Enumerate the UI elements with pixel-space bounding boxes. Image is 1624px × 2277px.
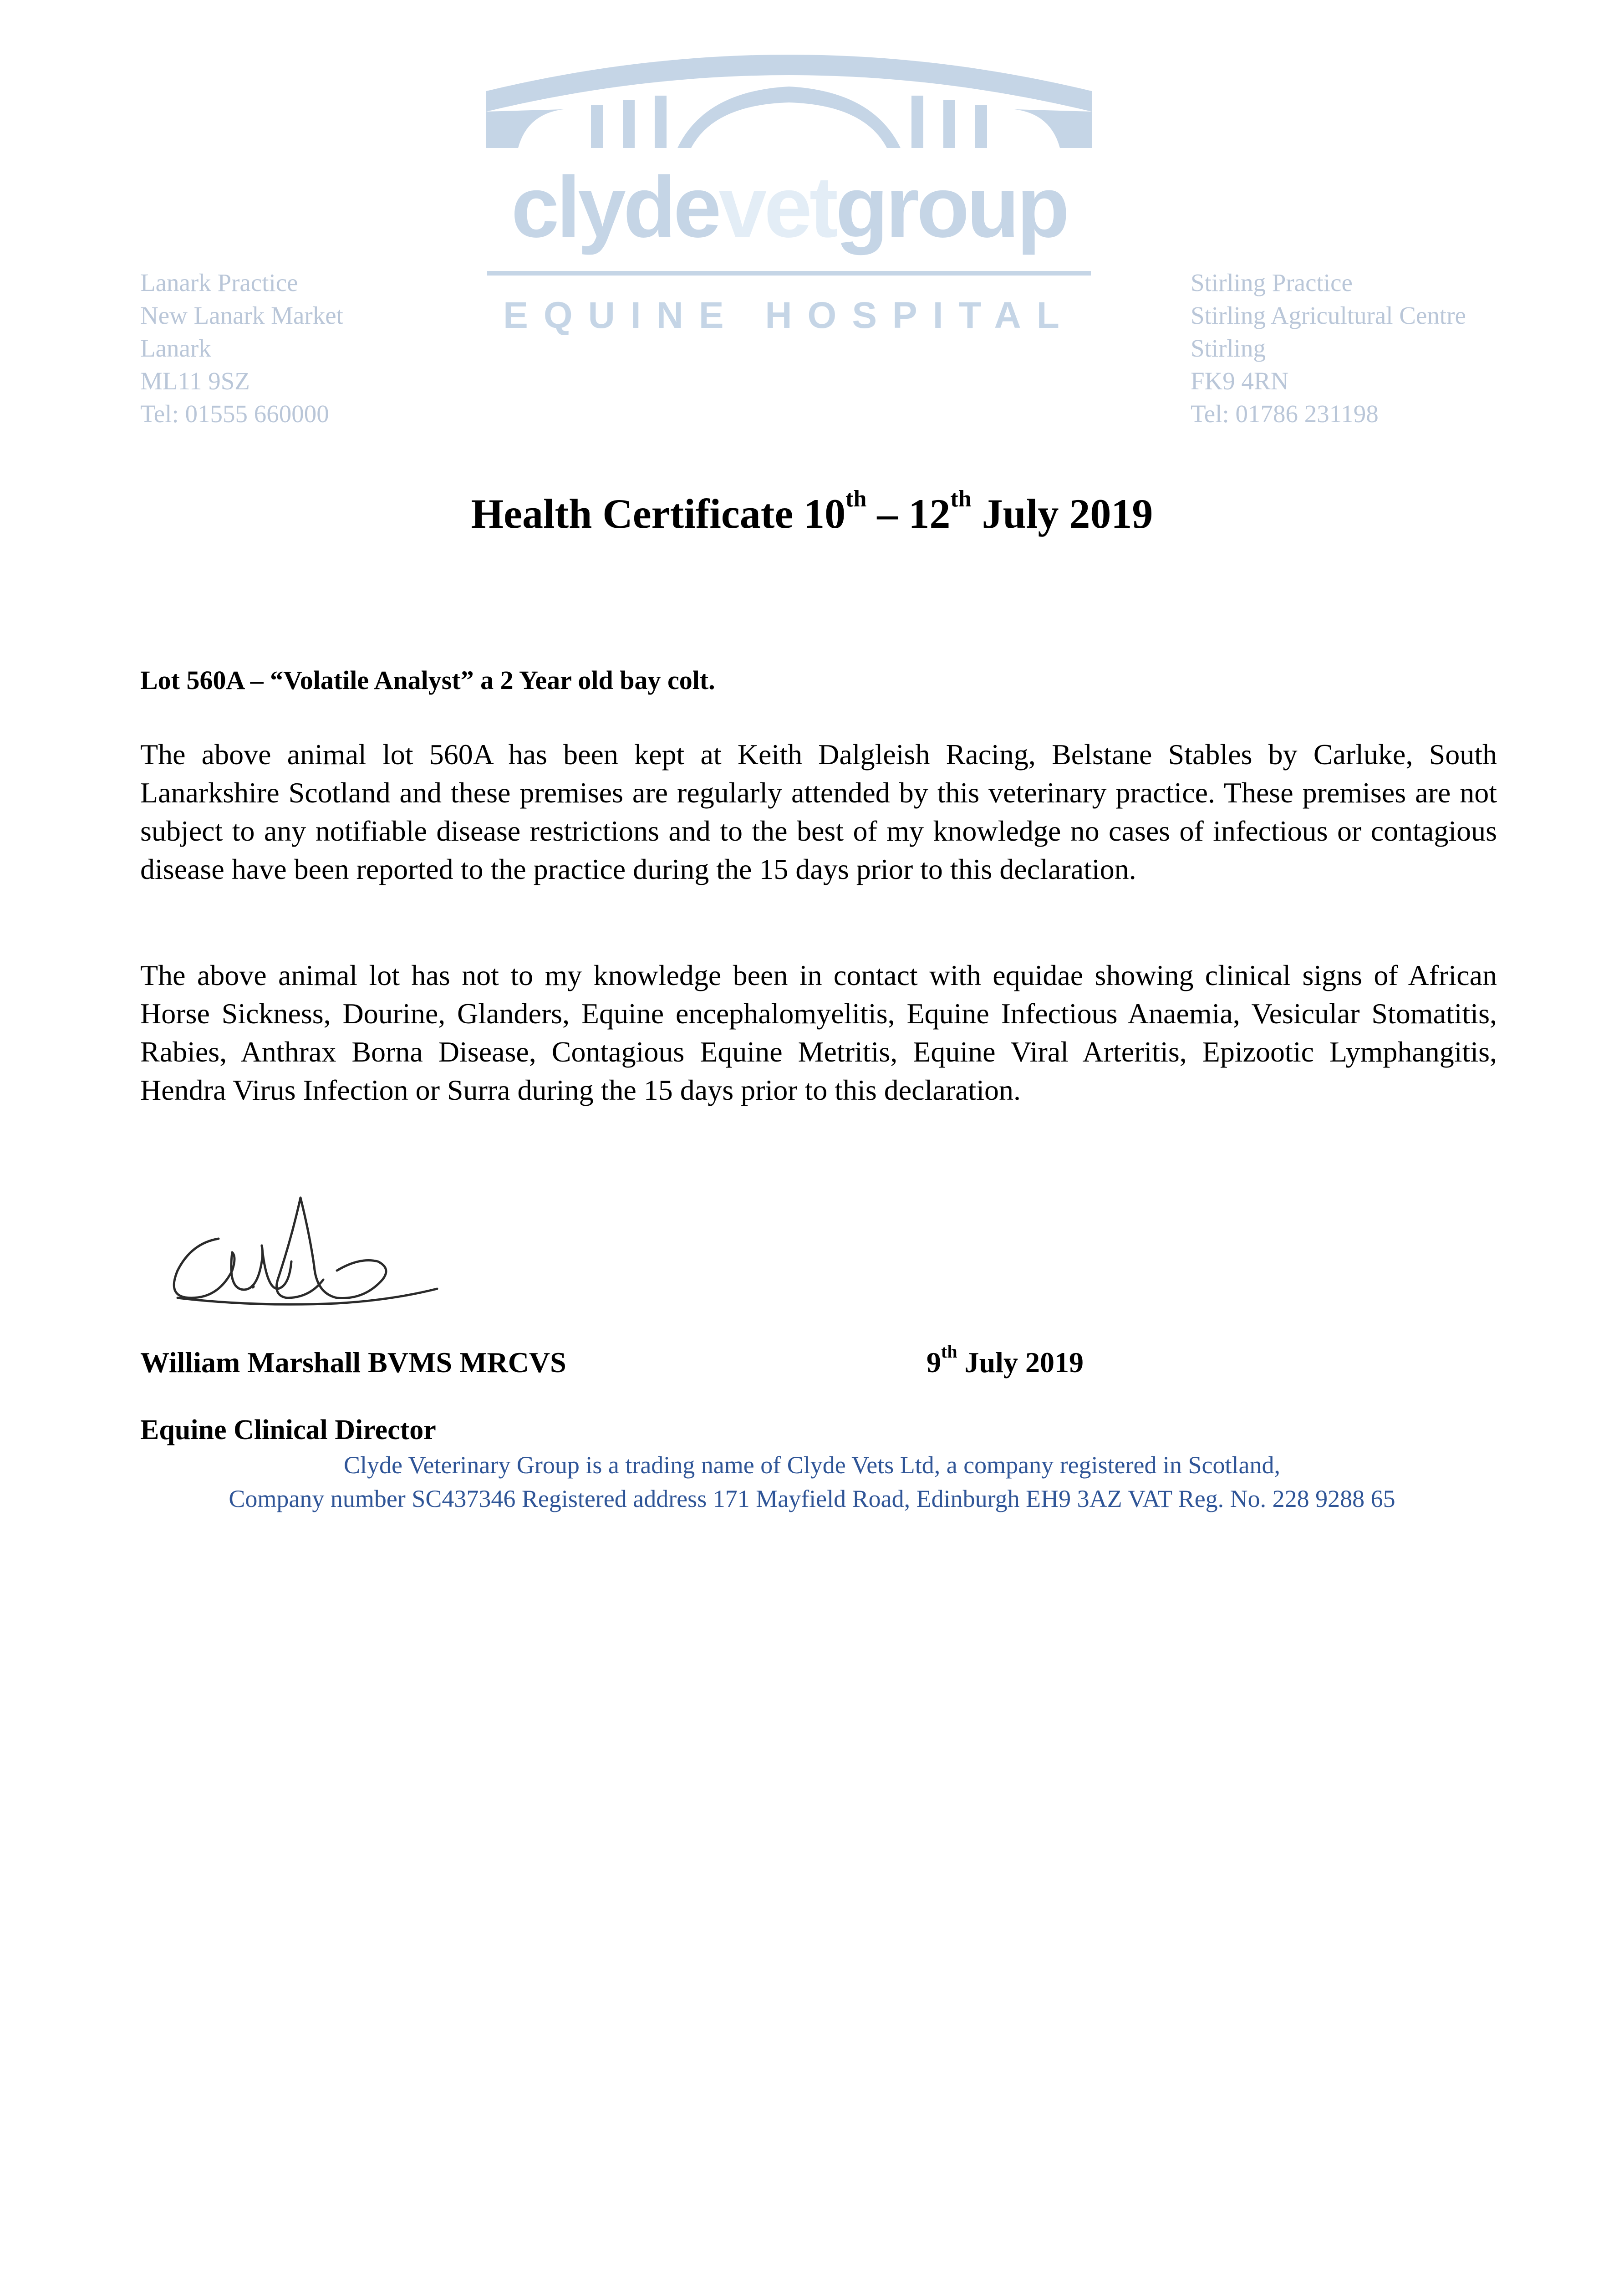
date-rest: July 2019 <box>957 1346 1084 1378</box>
company-footer <box>0 1448 1624 1516</box>
address-line: Tel: 01555 660000 <box>140 400 329 428</box>
disease-contact-paragraph: The above animal lot has not to my knowledge been in contact with equidae showing clinical signs of African Horse Sickness, Dourine, Glanders, Equine encephalomyelitis, Equine Infectious Anaemia, Vesicular Stomatitis, Rabies, Anthrax Borna Disease, Contagious Equine Metritis, Equine Viral Arteritis, Epizootic Lymphangitis, Hendra Virus Infection or Surra during the 15 days prior to this declaration. <box>140 959 1497 1106</box>
title-superscript: th <box>950 486 972 512</box>
date-superscript: th <box>941 1341 957 1362</box>
address-line: FK9 4RN <box>1191 367 1289 395</box>
bridge-icon <box>486 55 1092 148</box>
title-prefix: Health Certificate 10 <box>471 490 846 537</box>
address-line: Tel: 01786 231198 <box>1191 400 1379 428</box>
address-line: ML11 9SZ <box>140 367 250 395</box>
footer-line: Clyde Veterinary Group is a trading name of Clyde Vets Ltd, a company registered in Scotland, <box>343 1451 1280 1479</box>
svg-text:clydevetgroup <box>511 159 1067 255</box>
address-line: Stirling Practice <box>1191 269 1353 296</box>
address-line: Stirling <box>1191 334 1266 362</box>
signature-date <box>927 1341 1084 1379</box>
title-middle: – 12 <box>866 490 951 537</box>
title-suffix: July 2019 <box>971 490 1153 537</box>
brand-vet: vet <box>718 159 836 255</box>
premises-paragraph: The above animal lot 560A has been kept at Keith Dalgleish Racing, Belstane Stables by Carluke, South Lanarkshire Scotland and these premises are regularly attended by this veterinary practice. These premises are not subject to any notifiable disease restrictions and to the best of my knowledge no cases of infectious or contagious disease have been reported to the practice during the 15 days prior to this declaration. <box>140 738 1497 885</box>
footer-line: Company number SC437346 Registered address 171 Mayfield Road, Edinburgh EH9 3AZ VAT Reg. No. 228 9288 65 <box>229 1485 1395 1512</box>
title-superscript: th <box>845 486 867 512</box>
lanark-practice-address <box>140 266 343 430</box>
logo-divider <box>487 271 1091 276</box>
address-line: Stirling Agricultural Centre <box>1191 301 1466 329</box>
signer-name: William Marshall BVMS MRCVS <box>140 1346 566 1378</box>
lot-heading: Lot 560A – “Volatile Analyst” a 2 Year old bay colt. <box>140 665 715 695</box>
handwritten-signature <box>164 1184 460 1321</box>
logo-subtitle: EQUINE HOSPITAL <box>503 295 1075 336</box>
clydevetgroup-logo <box>486 36 1092 346</box>
brand-group: group <box>835 159 1067 255</box>
address-line: New Lanark Market <box>140 301 343 329</box>
date-day: 9 <box>927 1346 941 1378</box>
stirling-practice-address <box>1191 266 1466 430</box>
brand-clyde: clyde <box>511 159 719 255</box>
address-line: Lanark Practice <box>140 269 298 296</box>
address-line: Lanark <box>140 334 211 362</box>
signer-role: Equine Clinical Director <box>140 1414 436 1445</box>
certificate-title <box>0 486 1624 538</box>
